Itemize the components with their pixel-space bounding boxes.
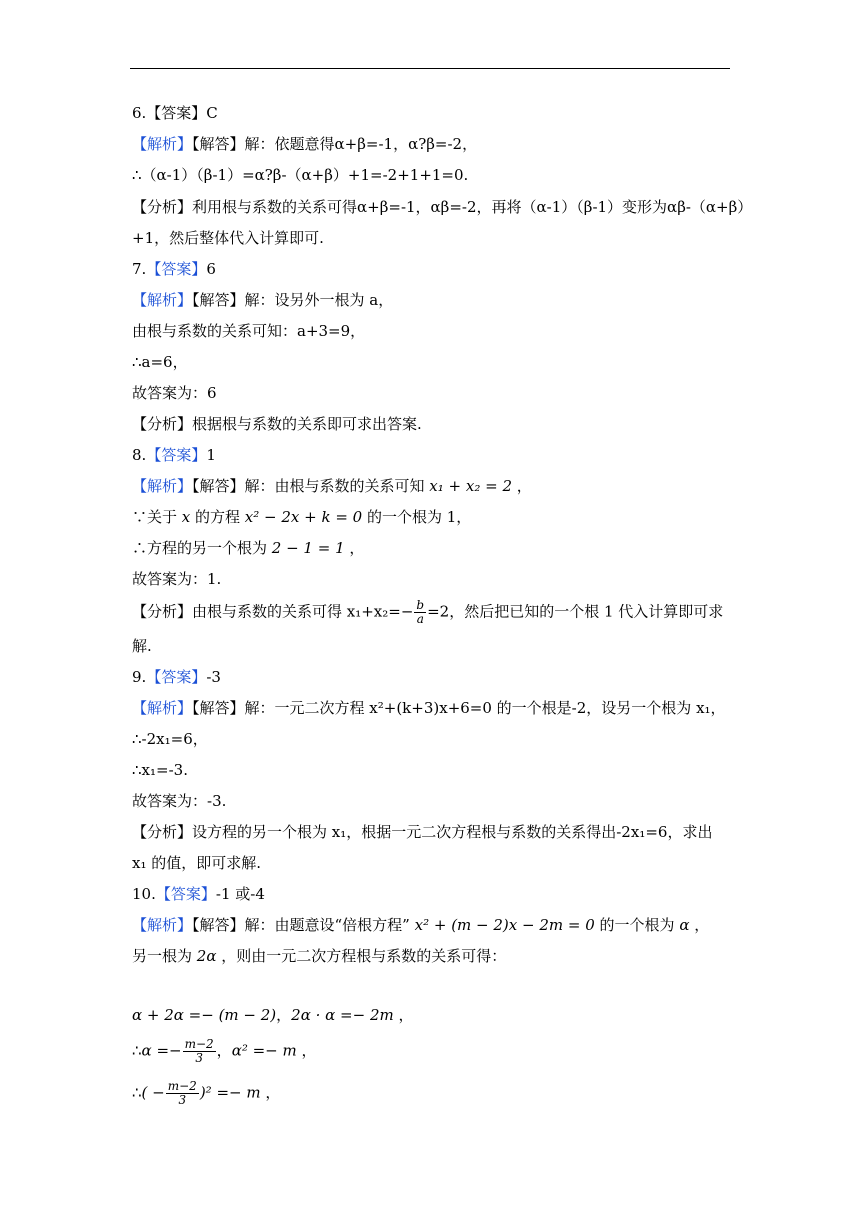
q7-analysis: 【解析】【解答】解：设另外一根为 a， — [132, 291, 394, 309]
analysis-tag: 【解析】 — [132, 135, 193, 153]
q7-step-2: ∴a=6， — [132, 353, 188, 371]
analysis-tag: 【解析】 — [132, 699, 193, 717]
q10-step-2: ∴α =− $\frac{m-2}{3}$ ，α² =− m ， — [132, 1037, 317, 1065]
answer-tag: 【答案】 — [146, 446, 207, 464]
q8-step-2: ∴方程的另一个根为 2 − 1 = 1 ， — [132, 539, 365, 557]
q10-step-1: α + 2α =− (m − 2)，2α · α =− 2m ， — [132, 1006, 414, 1024]
q7-step-1: 由根与系数的关系可知：a+3=9， — [132, 322, 366, 340]
q7-answer: 7.【答案】6 — [132, 260, 216, 278]
q7-fenxi: 【分析】根据根与系数的关系即可求出答案. — [132, 415, 422, 433]
analysis-tag: 【解析】 — [132, 477, 193, 495]
q9-step-2: ∴x₁=-3. — [132, 761, 188, 779]
q10-answer: 10.【答案】-1 或-4 — [132, 885, 265, 903]
q9-result: 故答案为：-3. — [132, 792, 227, 810]
analysis-tag: 【解析】 — [132, 291, 193, 309]
fraction-m-minus-2-over-3: $\frac{m-2}{3}$ — [167, 1079, 197, 1107]
fraction-b-over-a: $\frac{b}{a}$ — [416, 598, 425, 626]
q9-fenxi-2: x₁ 的值，即可求解. — [132, 854, 262, 872]
q8-step-1: ∵关于 x 的方程 x² − 2x + k = 0 的一个根为 1， — [132, 508, 472, 526]
q7-result: 故答案为：6 — [132, 384, 217, 402]
q10-step-3: ∴( − $\frac{m-2}{3}$ )² =− m ， — [132, 1079, 281, 1107]
q9-fenxi-1: 【分析】设方程的另一个根为 x₁，根据一元二次方程根与系数的关系得出-2x₁=6，求出 — [132, 823, 713, 841]
answer-tag: 【答案】 — [155, 885, 216, 903]
analysis-tag: 【解析】 — [132, 916, 193, 934]
q8-fenxi-1: 【分析】由根与系数的关系可得 x₁+x₂=− $\frac{b}{a}$ =2，然后把已知的一个根 1 代入计算即可求 — [132, 598, 724, 626]
q10-analysis-2: 另一根为 2α ，则由一元二次方程根与系数的关系可得： — [132, 947, 507, 965]
q6-step: ∴（α-1）（β-1）=α?β-（α+β）+1=-2+1+1=0. — [132, 166, 469, 184]
q6-fenxi-2: +1，然后整体代入计算即可. — [132, 229, 324, 247]
q9-analysis: 【解析】【解答】解：一元二次方程 x²+(k+3)x+6=0 的一个根是-2，设另一个根为 x₁， — [132, 699, 726, 717]
q8-fenxi-2: 解. — [132, 637, 152, 655]
q8-result: 故答案为：1. — [132, 570, 222, 588]
answer-tag: 【答案】 — [146, 668, 207, 686]
q8-answer: 8.【答案】1 — [132, 446, 216, 464]
q6-fenxi-1: 【分析】利用根与系数的关系可得α+β=-1，αβ=-2，再将（α-1）（β-1）变形为αβ-（α+β） — [132, 198, 753, 216]
q6-analysis: 【解析】【解答】解：依题意得α+β=-1，α?β=-2， — [132, 135, 478, 153]
q6-answer: 6.【答案】C — [132, 104, 218, 122]
header-rule — [130, 68, 730, 69]
fraction-m-minus-2-over-3: $\frac{m-2}{3}$ — [184, 1037, 214, 1065]
q9-step-1: ∴-2x₁=6， — [132, 730, 208, 748]
answer-tag: 【答案】 — [146, 260, 207, 278]
q8-analysis: 【解析】【解答】解：由根与系数的关系可知 x₁ + x₂ = 2 ， — [132, 477, 532, 495]
q10-analysis: 【解析】【解答】解：由题意设“倍根方程” x² + (m − 2)x − 2m = 0 的一个根为 α ， — [132, 916, 710, 934]
q9-answer: 9.【答案】-3 — [132, 668, 221, 686]
